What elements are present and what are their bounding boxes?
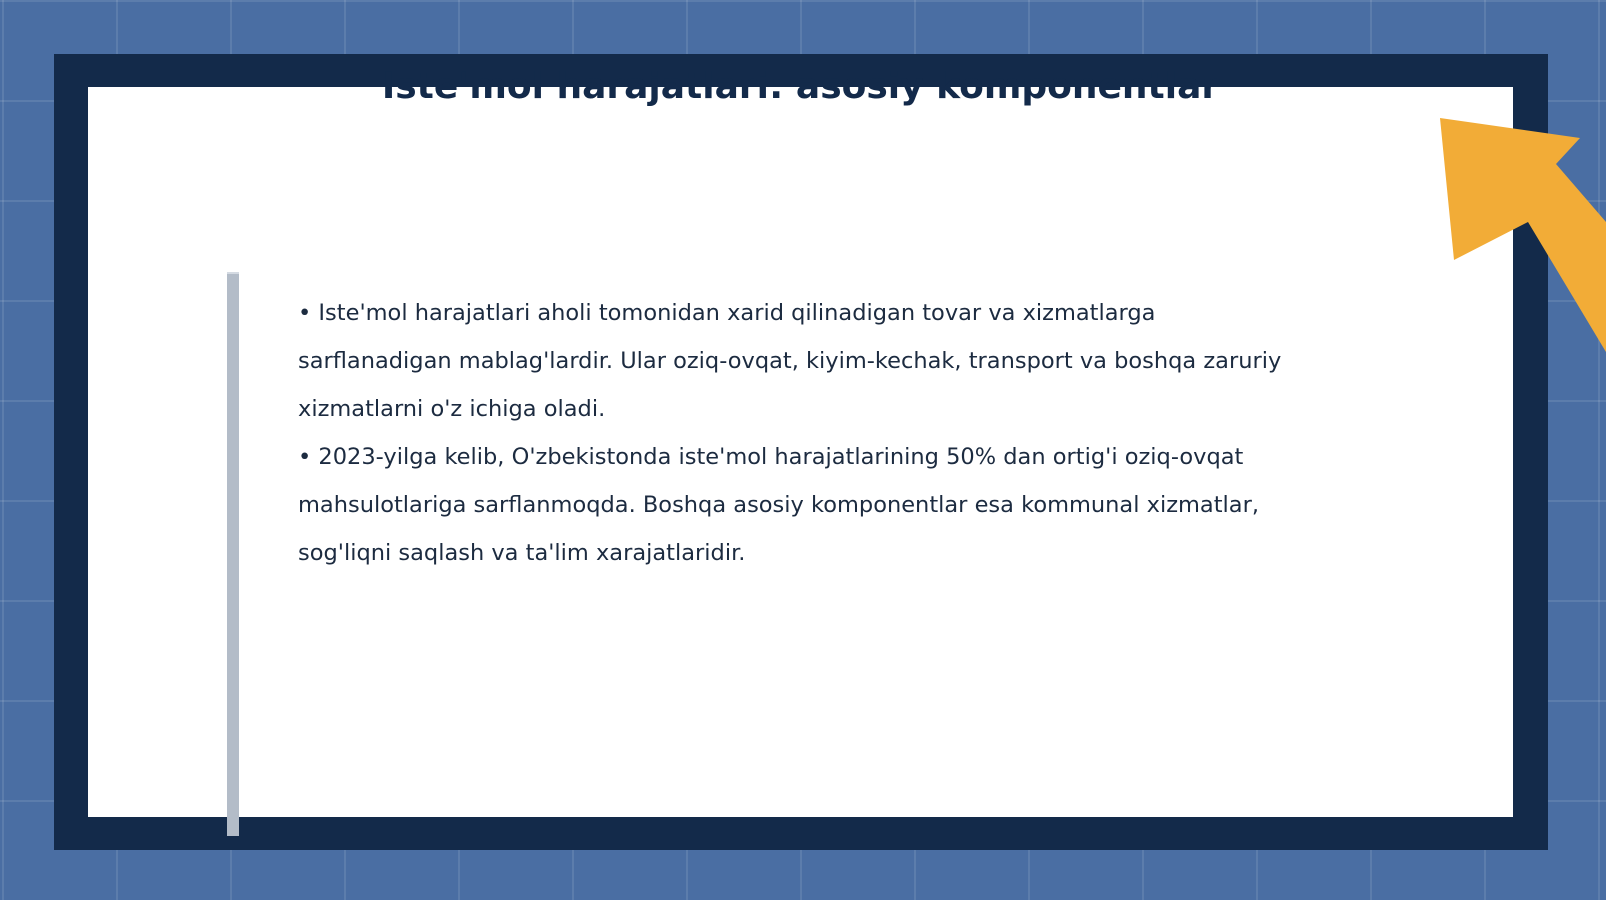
arrow-pointer-icon xyxy=(1436,112,1606,372)
bullet-2: • 2023-yilga kelib, O'zbekistonda iste'mol harajatlarining 50% dan ortig'i oziq-ovqat mahsulotlariga sarflanmoqda. Boshqa asosiy komponentlar esa kommunal xizmatlar, sog'liqni saqlash va ta'lim xarajatlaridir. xyxy=(298,444,1259,566)
bullet-1: • Iste'mol harajatlari aholi tomonidan xarid qilinadigan tovar va xizmatlarga sarflanadigan mablag'lardir. Ular oziq-ovqat, kiyim-kechak, transport va boshqa zaruriy xizmatlarni o'z ichiga oladi. xyxy=(298,300,1282,422)
accent-bar xyxy=(227,272,239,836)
slide-title: Iste'mol harajatlari: asosiy komponentlar xyxy=(381,66,1220,107)
arrow-pointer-shape xyxy=(1440,118,1606,352)
slide-body xyxy=(298,289,1298,577)
